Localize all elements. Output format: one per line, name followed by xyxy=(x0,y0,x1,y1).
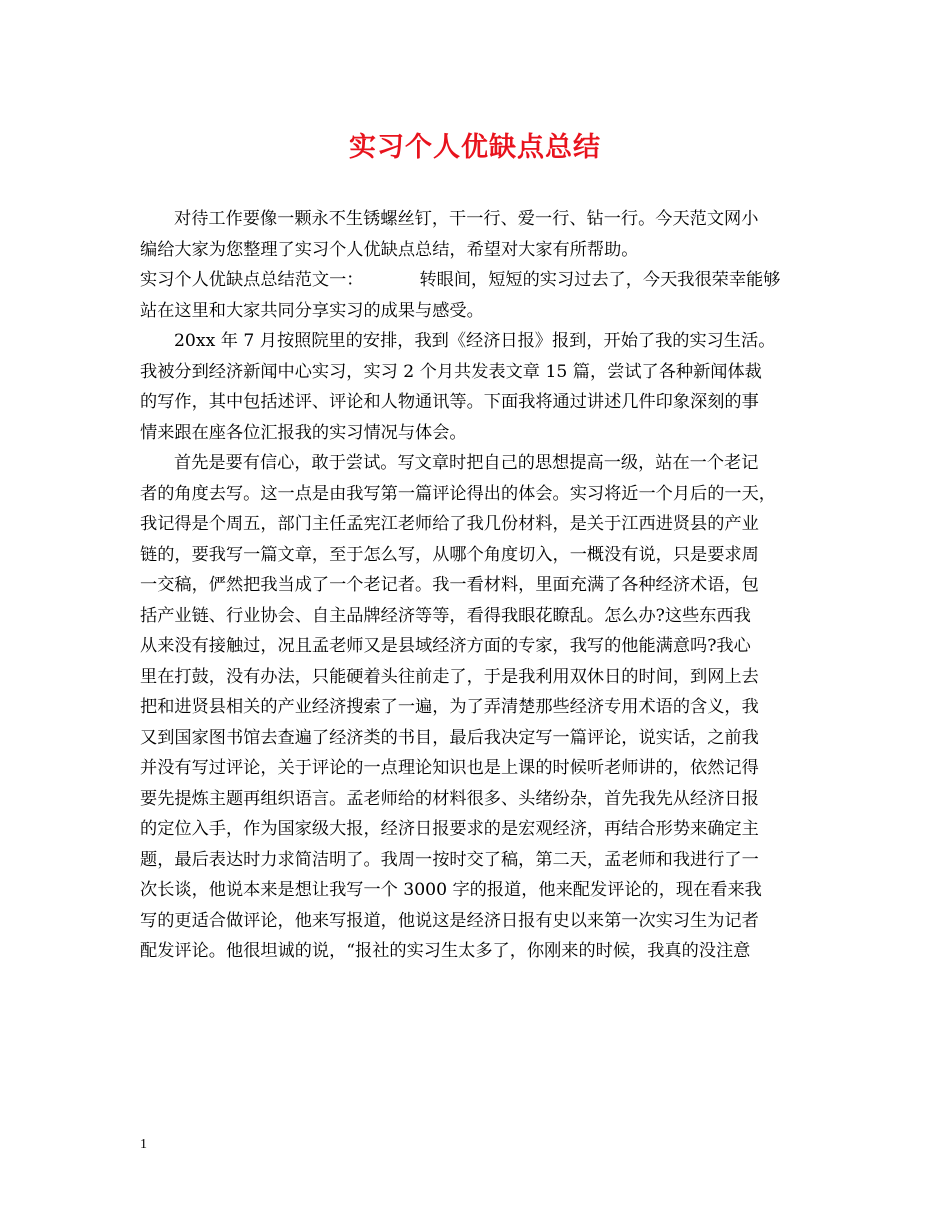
body-line: 我记得是个周五，部门主任孟宪江老师给了我几份材料，是关于江西进贤县的产业 xyxy=(140,514,759,534)
body-line: 里在打鼓，没有办法，只能硬着头往前走了，于是我利用双休日的时间，到网上去 xyxy=(140,666,759,687)
body-line: 要先提炼主题再组织语言。孟老师给的材料很多、头绪纷杂，首先我先从经济日报 xyxy=(140,788,759,809)
body-line: 一交稿，俨然把我当成了一个老记者。我一看材料，里面充满了各种经济术语，包 xyxy=(140,575,759,595)
body-line: 情来跟在座各位汇报我的实习情况与体会。 xyxy=(140,422,467,443)
body-line: 次长谈，他说本来是想让我写一个 3000 字的报道，他来配发评论的，现在看来我 xyxy=(140,880,762,900)
body-line: 写的更适合做评论，他来写报道，他说这是经济日报有史以来第一次实习生为记者 xyxy=(140,910,759,931)
body-line: 20xx 年 7 月按照院里的安排，我到《经济日报》报到，开始了我的实习生活。 xyxy=(174,331,776,351)
body-line: 的定位入手，作为国家级大报，经济日报要求的是宏观经济，再结合形势来确定主 xyxy=(140,819,759,839)
body-line: 括产业链、行业协会、自主品牌经济等等，看得我眼花瞭乱。怎么办?这些东西我 xyxy=(140,605,751,626)
body-line: 首先是要有信心，敢于尝试。写文章时把自己的思想提高一级，站在一个老记 xyxy=(174,453,759,473)
document-body xyxy=(140,204,812,967)
body-line-text: 转眼间，短短的实习过去了，今天我很荣幸能够 xyxy=(419,270,781,290)
section-heading: 实习个人优缺点总结范文一： xyxy=(140,270,364,290)
body-line: 对待工作要像一颗永不生锈螺丝钉，干一行、爱一行、钻一行。今天范文网小 xyxy=(174,209,759,229)
body-line: 我被分到经济新闻中心实习，实习 2 个月共发表文章 15 篇，尝试了各种新闻体裁 xyxy=(140,361,762,382)
body-line: 并没有写过评论，关于评论的一点理论知识也是上课的时候听老师讲的，依然记得 xyxy=(140,758,759,778)
body-line: 链的，要我写一篇文章，至于怎么写，从哪个角度切入，一概没有说，只是要求周 xyxy=(140,544,759,565)
document-title: 实习个人优缺点总结 xyxy=(349,132,601,163)
body-line: 题，最后表达时力求简洁明了。我周一按时交了稿，第二天，孟老师和我进行了一 xyxy=(140,849,759,870)
body-line: 编给大家为您整理了实习个人优缺点总结，希望对大家有所帮助。 xyxy=(140,239,639,260)
body-line: 者的角度去写。这一点是由我写第一篇评论得出的体会。实习将近一个月后的一天， xyxy=(140,483,776,504)
body-line: 站在这里和大家共同分享实习的成果与感受。 xyxy=(140,300,484,321)
page-number: 1 xyxy=(140,1137,147,1152)
body-line: 从来没有接触过，况且孟老师又是县域经济方面的专家，我写的他能满意吗?我心 xyxy=(140,636,751,656)
body-line: 的写作，其中包括述评、评论和人物通讯等。下面我将通过讲述几件印象深刻的事 xyxy=(140,392,759,412)
body-line xyxy=(140,265,812,296)
body-line: 配发评论。他很坦诚的说，“报社的实习生太多了，你刚来的时候，我真的没注意 xyxy=(140,941,751,961)
body-line: 又到国家图书馆去查遍了经济类的书目，最后我决定写一篇评论，说实话，之前我 xyxy=(140,727,759,748)
body-line: 把和进贤县相关的产业经济搜索了一遍，为了弄清楚那些经济专用术语的含义，我 xyxy=(140,697,759,717)
